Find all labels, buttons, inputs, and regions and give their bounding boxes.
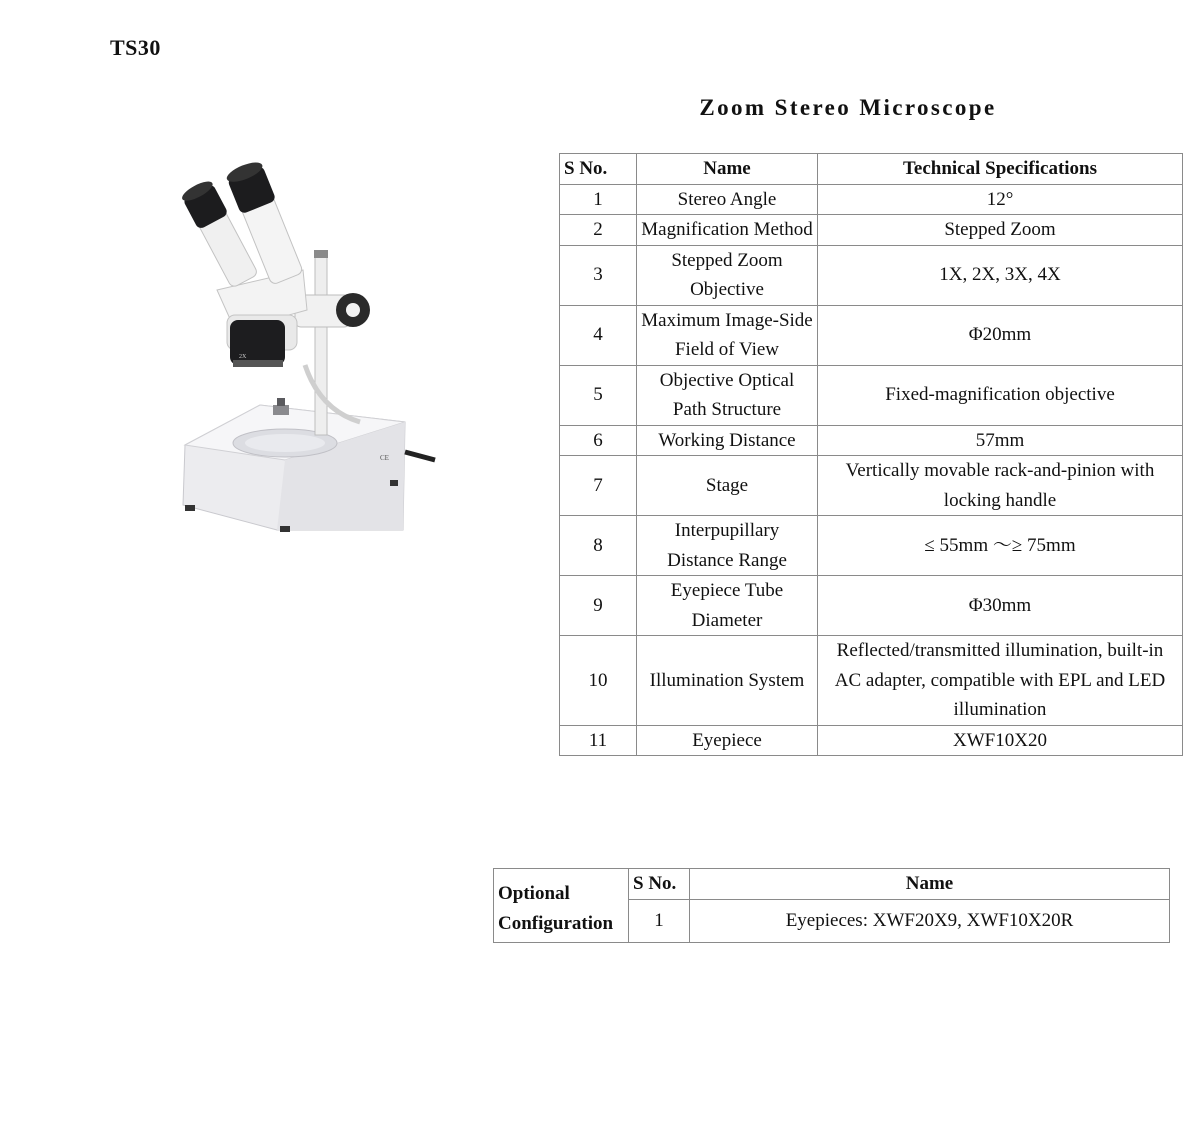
row-spec: ≤ 55mm ～≥ 75mm bbox=[818, 516, 1183, 576]
row-spec: Stepped Zoom bbox=[818, 215, 1183, 246]
row-number: 10 bbox=[560, 636, 637, 726]
header-s-no: S No. bbox=[560, 154, 637, 185]
header-technical-specifications: Technical Specifications bbox=[818, 154, 1183, 185]
row-number: 5 bbox=[560, 365, 637, 425]
row-number: 2 bbox=[560, 215, 637, 246]
table-row bbox=[560, 636, 1183, 726]
row-name: Stereo Angle bbox=[637, 184, 818, 215]
row-name: Illumination System bbox=[637, 636, 818, 726]
table-row bbox=[560, 725, 1183, 756]
microscope-image bbox=[165, 160, 465, 540]
specifications-table bbox=[559, 153, 1183, 756]
optional-configuration-label: Optional Configuration bbox=[494, 869, 629, 943]
header-name: Name bbox=[637, 154, 818, 185]
row-spec: 57mm bbox=[818, 425, 1183, 456]
table-row bbox=[560, 456, 1183, 516]
ce-mark: CE bbox=[380, 454, 389, 462]
table-row bbox=[560, 215, 1183, 246]
row-spec: Φ30mm bbox=[818, 576, 1183, 636]
row-name: Interpupillary Distance Range bbox=[637, 516, 818, 576]
table-row bbox=[560, 184, 1183, 215]
row-number: 9 bbox=[560, 576, 637, 636]
optional-header-name: Name bbox=[690, 869, 1170, 900]
row-name: Stage bbox=[637, 456, 818, 516]
table-row bbox=[560, 425, 1183, 456]
document-title: Zoom Stereo Microscope bbox=[699, 95, 997, 120]
row-number: 6 bbox=[560, 425, 637, 456]
optional-configuration-table bbox=[493, 868, 1170, 943]
table-row bbox=[560, 516, 1183, 576]
row-name: Working Distance bbox=[637, 425, 818, 456]
optional-header-row bbox=[494, 869, 1170, 900]
row-name: Stepped Zoom Objective bbox=[637, 245, 818, 305]
row-number: 1 bbox=[560, 184, 637, 215]
table-row bbox=[560, 576, 1183, 636]
row-spec: 12° bbox=[818, 184, 1183, 215]
optional-row-number: 1 bbox=[629, 900, 690, 943]
objective-label: 2X bbox=[239, 354, 247, 360]
model-number: TS30 bbox=[110, 35, 161, 60]
row-name: Eyepiece Tube Diameter bbox=[637, 576, 818, 636]
row-name: Maximum Image-Side Field of View bbox=[637, 305, 818, 365]
optional-header-s-no: S No. bbox=[629, 869, 690, 900]
row-number: 8 bbox=[560, 516, 637, 576]
table-header-row bbox=[560, 154, 1183, 185]
row-spec: Φ20mm bbox=[818, 305, 1183, 365]
row-number: 3 bbox=[560, 245, 637, 305]
row-name: Eyepiece bbox=[637, 725, 818, 756]
row-number: 7 bbox=[560, 456, 637, 516]
optional-row-name: Eyepieces: XWF20X9, XWF10X20R bbox=[690, 900, 1170, 943]
row-number: 4 bbox=[560, 305, 637, 365]
row-number: 11 bbox=[560, 725, 637, 756]
table-row bbox=[560, 305, 1183, 365]
row-spec: Reflected/transmitted illumination, built-in AC adapter, compatible with EPL and LED illumination bbox=[818, 636, 1183, 726]
row-spec: Vertically movable rack-and-pinion with locking handle bbox=[818, 456, 1183, 516]
row-spec: XWF10X20 bbox=[818, 725, 1183, 756]
row-spec: Fixed-magnification objective bbox=[818, 365, 1183, 425]
table-row bbox=[560, 365, 1183, 425]
row-spec: 1X, 2X, 3X, 4X bbox=[818, 245, 1183, 305]
row-name: Objective Optical Path Structure bbox=[637, 365, 818, 425]
table-row bbox=[560, 245, 1183, 305]
row-name: Magnification Method bbox=[637, 215, 818, 246]
